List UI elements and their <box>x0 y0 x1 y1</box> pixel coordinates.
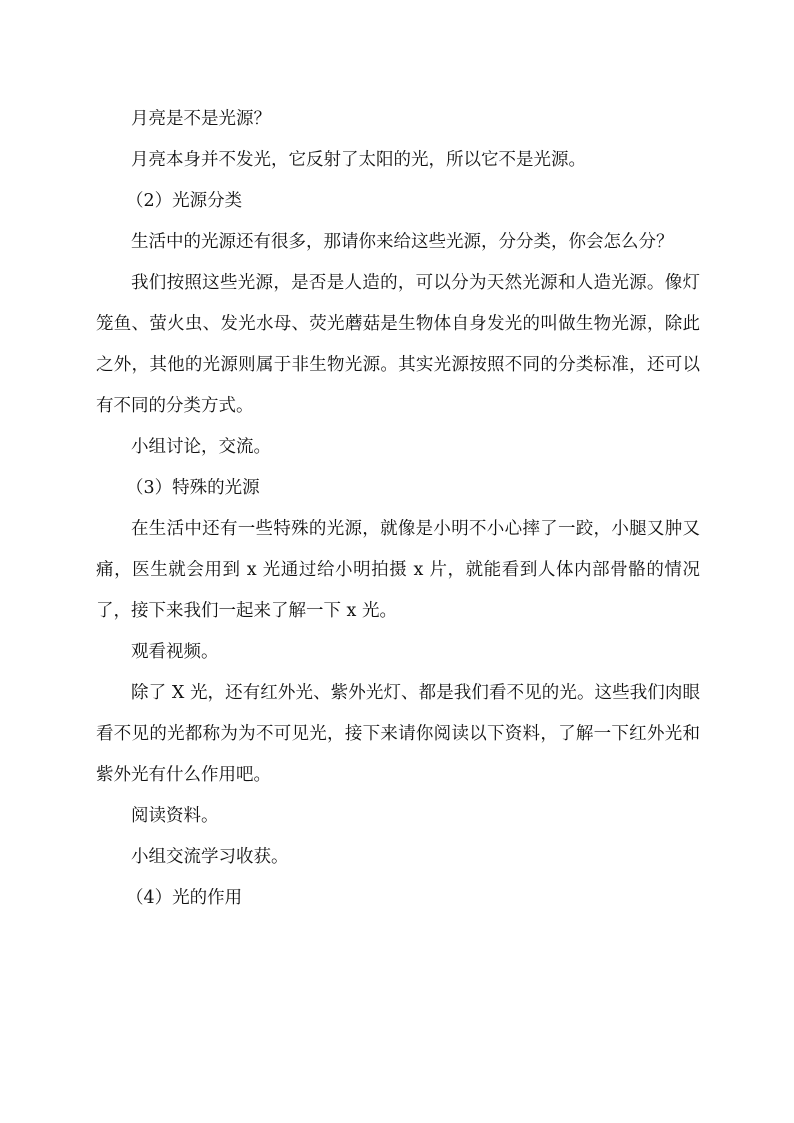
paragraph-classification-question: 生活中的光源还有很多，那请你来给这些光源，分分类，你会怎么分？ <box>131 232 674 252</box>
subheading-uses-of-light: （4）光的作用 <box>126 888 243 908</box>
paragraph-read-materials: 阅读资料。 <box>131 806 219 826</box>
paragraph-moon-answer: 月亮本身并不发光，它反射了太阳的光，所以它不是光源。 <box>131 150 586 170</box>
subheading-light-source-classification: （2）光源分类 <box>126 191 243 211</box>
paragraph-share-results: 小组交流学习收获。 <box>131 847 289 867</box>
paragraph-xray-story: 在生活中还有一些特殊的光源，就像是小明不小心摔了一跤，小腿又肿又痛，医生就会用到 x 光通过给小明拍摄 x 片，就能看到人体内部骨骼的情况了，接下来我们一起来了解一下 x 光。 <box>96 519 700 621</box>
subheading-special-light-sources: （3）特殊的光源 <box>126 478 260 498</box>
paragraph-question-moon: 月亮是不是光源？ <box>131 109 271 129</box>
paragraph-invisible-light: 除了 X 光，还有红外光、紫外光灯、都是我们看不见的光。这些我们肉眼看不见的光都称为为不可见光，接下来请你阅读以下资料，了解一下红外光和紫外光有什么作用吧。 <box>96 683 700 785</box>
paragraph-watch-video: 观看视频。 <box>131 642 219 662</box>
document-body <box>96 99 700 919</box>
paragraph-classification-explanation: 我们按照这些光源，是否是人造的，可以分为天然光源和人造光源。像灯笼鱼、萤火虫、发光水母、荧光蘑菇是生物体自身发光的叫做生物光源，除此之外，其他的光源则属于非生物光源。其实光源按照不同的分类标准，还可以有不同的分类方式。 <box>96 273 700 416</box>
paragraph-group-discussion: 小组讨论，交流。 <box>131 437 271 457</box>
